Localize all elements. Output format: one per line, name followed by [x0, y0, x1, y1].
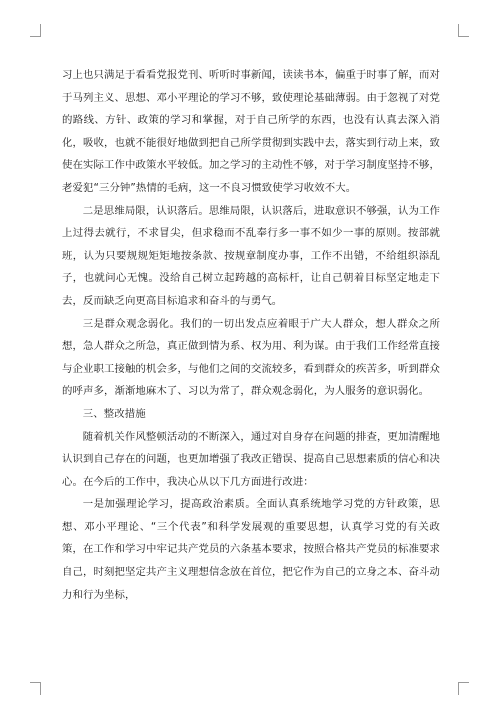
paragraph-continued: 习上也只满足于看看党报党刊、听听时事新闻，读读书本，偏重于时事了解，而对于马列主义、思想、邓小平理论的学习不够，致使理论基础薄弱。由于忽视了对党的路线、方针、政策的学习和掌握，对于自己所学的东西，也没有认真去深入消化，吸收，也就不能很好地做到把自己所学贯彻到实践中去，落实到行动上来，致使在实际工作中政策水平较低。加之学习的主动性不够，对于学习制度坚持不够，老爱犯“三分钟”热情的毛病，这一不良习惯致使学习收效不大。 [62, 69, 440, 194]
paragraph-mass-awareness: 三是群众观念弱化。我们的一切出发点应着眼于广大人群众，想人群众之所想，急人群众之所急，真正做到情为系、权为用、利为谋。由于我们工作经常直接与企业职工接触的机会多，与他们之间的交流较多，看到群众的疾苦多，听到群众的呼声多，渐渐地麻木了、习以为常了，群众观念弱化，为人服务的意识弱化。 [62, 317, 440, 398]
document-body [62, 64, 440, 606]
paragraph-thinking-limits: 二是思维局限，认识落后。思维局限，认识落后，进取意识不够强，认为工作上过得去就行，不求冒尖，但求稳而不乱奉行多一事不如少一事的原则。按部就班，认为只要规规矩矩地按条款、按规章制度办事，工作不出错，不给组织添乱子，也就问心无愧。没给自己树立起跨越的高标杆，让自己朝着目标坚定地走下去，反而缺乏向更高目标追求和奋斗的与勇气。 [62, 204, 440, 307]
crop-mark-top-left [30, 24, 41, 37]
paragraph-theory-study: 一是加强理论学习，提高政治素质。全面认真系统地学习党的方针政策，思想、邓小平理论、“三个代表”和科学发展观的重要思想，认真学习党的有关政策，在工作和学习中牢记共产党员的六条基本要求，按照合格共产党员的标准要求自己，时刻把坚定共产主义理想信念放在首位，把它作为自己的立身之本、奋斗动力和行为坐标， [62, 498, 440, 601]
crop-mark-bottom-right [458, 682, 469, 695]
crop-mark-top-right [458, 24, 469, 37]
crop-mark-bottom-left [30, 682, 41, 695]
paragraph-rectification-intro: 随着机关作风整顿活动的不断深入，通过对自身存在问题的排查，更加清醒地认识到自己存在的问题，也更加增强了我改正错误、提高自己思想素质的信心和决心。在今后的工作中，我决心从以下几方面进行改进： [62, 430, 440, 488]
section-heading-measures: 三、整改措施 [82, 407, 146, 420]
